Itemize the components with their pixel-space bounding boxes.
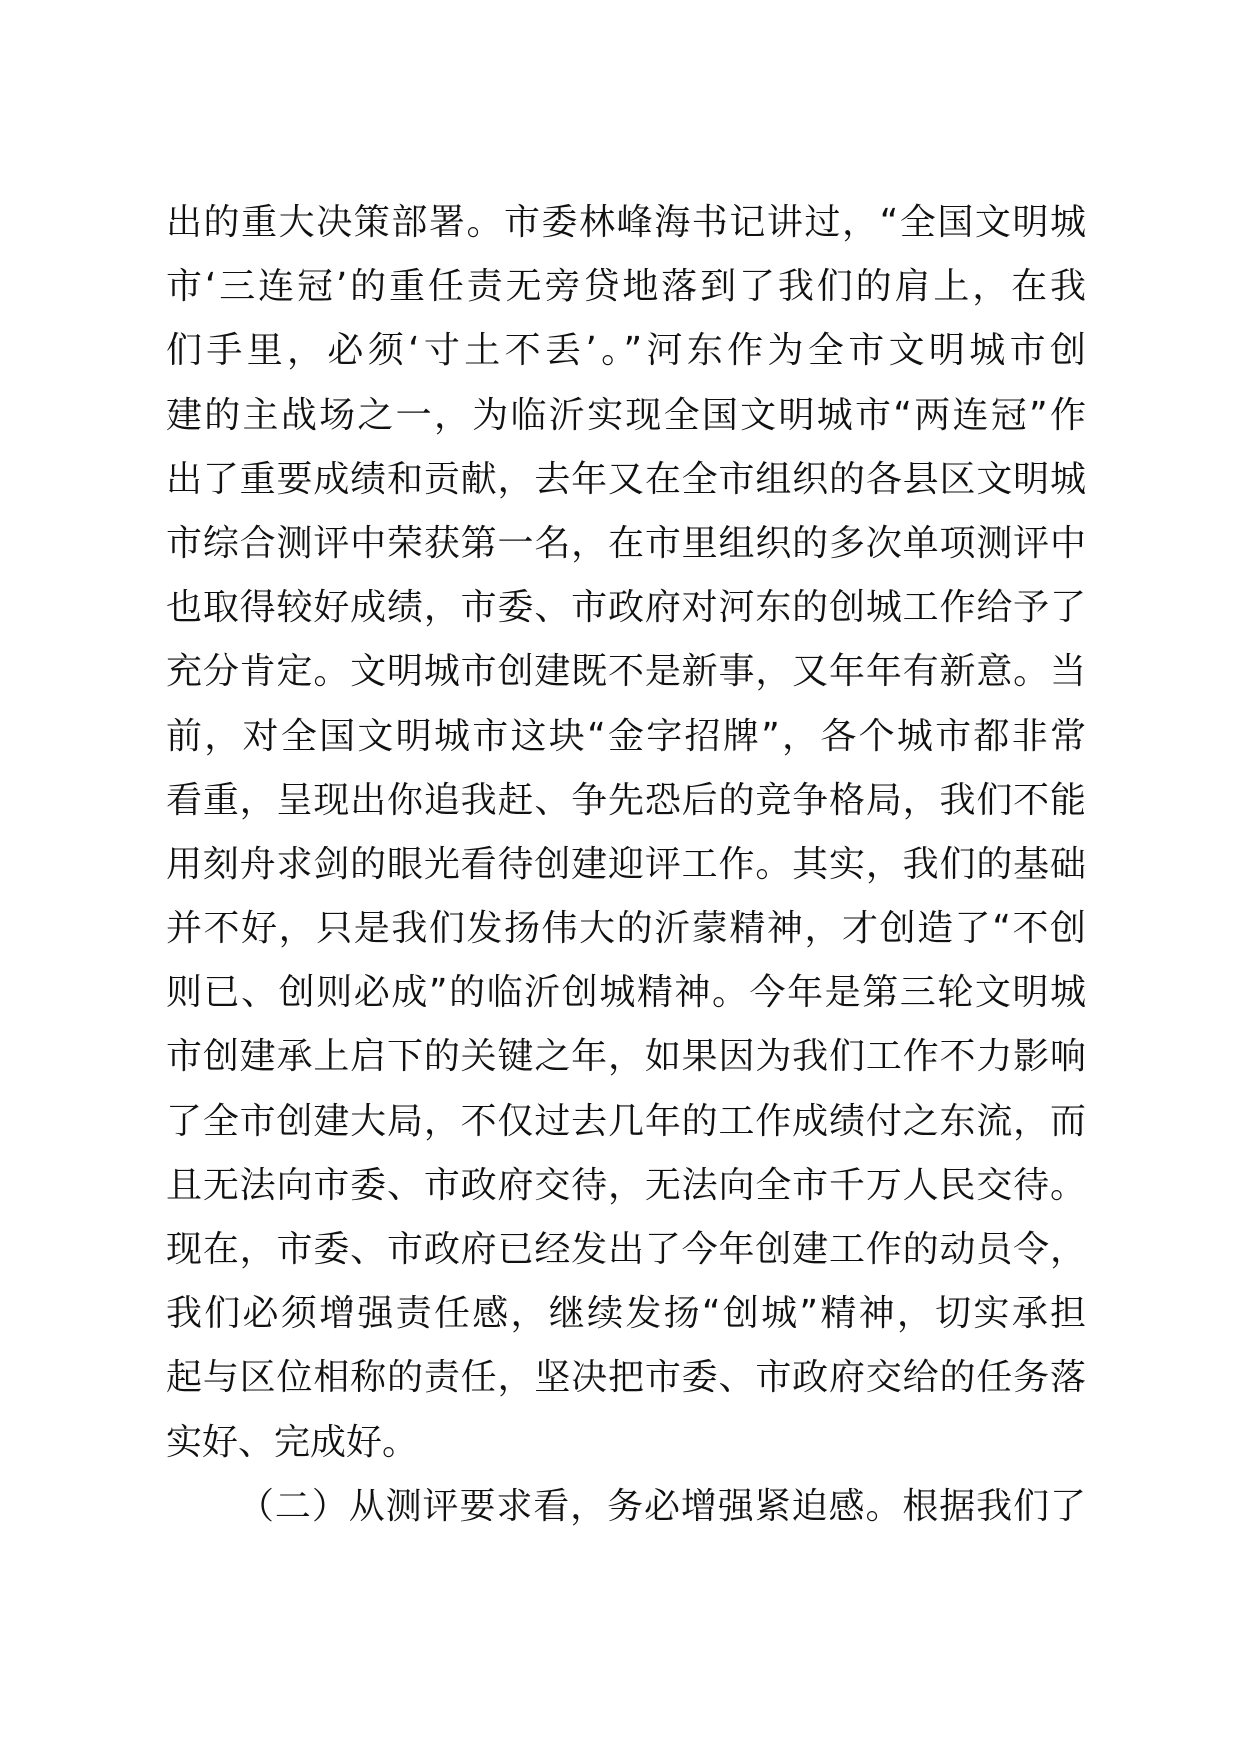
text-line-10: 看重，呈现出你追我赶、争先恐后的竞争格局，我们不能 [166, 779, 1086, 821]
text-line-1: 出的重大决策部署。市委林峰海书记讲过，“全国文明城 [166, 202, 1086, 243]
text-line-11: 用刻舟求剑的眼光看待创建迎评工作。其实，我们的基础 [166, 843, 1086, 885]
text-line-12: 并不好，只是我们发扬伟大的沂蒙精神，才创造了“不创 [166, 908, 1086, 950]
text-line-13: 则已、创则必成”的临沂创城精神。今年是第三轮文明城 [166, 972, 1086, 1014]
text-line-16: 且无法向市委、市政府交待，无法向全市千万人民交待。 [166, 1164, 1086, 1206]
text-line-3: 们手里，必须‘寸土不丢’。”河东作为全市文明城市创 [166, 330, 1086, 372]
text-line-6: 市综合测评中荣获第一名，在市里组织的多次单项测评中 [166, 522, 1086, 564]
section-heading-line: （二）从测评要求看，务必增强紧迫感。根据我们了 [238, 1485, 1086, 1527]
text-line-15: 了全市创建大局，不仅过去几年的工作成绩付之东流，而 [166, 1100, 1086, 1142]
text-line-9: 前，对全国文明城市这块“金字招牌”，各个城市都非常 [166, 715, 1086, 757]
text-line-5: 出了重要成绩和贡献，去年又在全市组织的各县区文明城 [166, 458, 1086, 500]
text-line-20: 实好、完成好。 [166, 1421, 419, 1463]
text-line-19: 起与区位相称的责任，坚决把市委、市政府交给的任务落 [166, 1357, 1086, 1399]
text-line-7: 也取得较好成绩，市委、市政府对河东的创城工作给予了 [166, 587, 1086, 629]
text-line-2: 市‘三连冠’的重任责无旁贷地落到了我们的肩上，在我 [166, 266, 1086, 308]
body-text [166, 191, 1086, 1539]
text-line-4: 建的主战场之一，为临沂实现全国文明城市“两连冠”作 [166, 394, 1086, 436]
text-line-14: 市创建承上启下的关键之年，如果因为我们工作不力影响 [166, 1036, 1086, 1078]
text-line-17: 现在，市委、市政府已经发出了今年创建工作的动员令， [166, 1229, 1086, 1270]
text-line-8: 充分肯定。文明城市创建既不是新事，又年年有新意。当 [166, 651, 1086, 693]
text-line-18: 我们必须增强责任感，继续发扬“创城”精神，切实承担 [166, 1293, 1086, 1335]
